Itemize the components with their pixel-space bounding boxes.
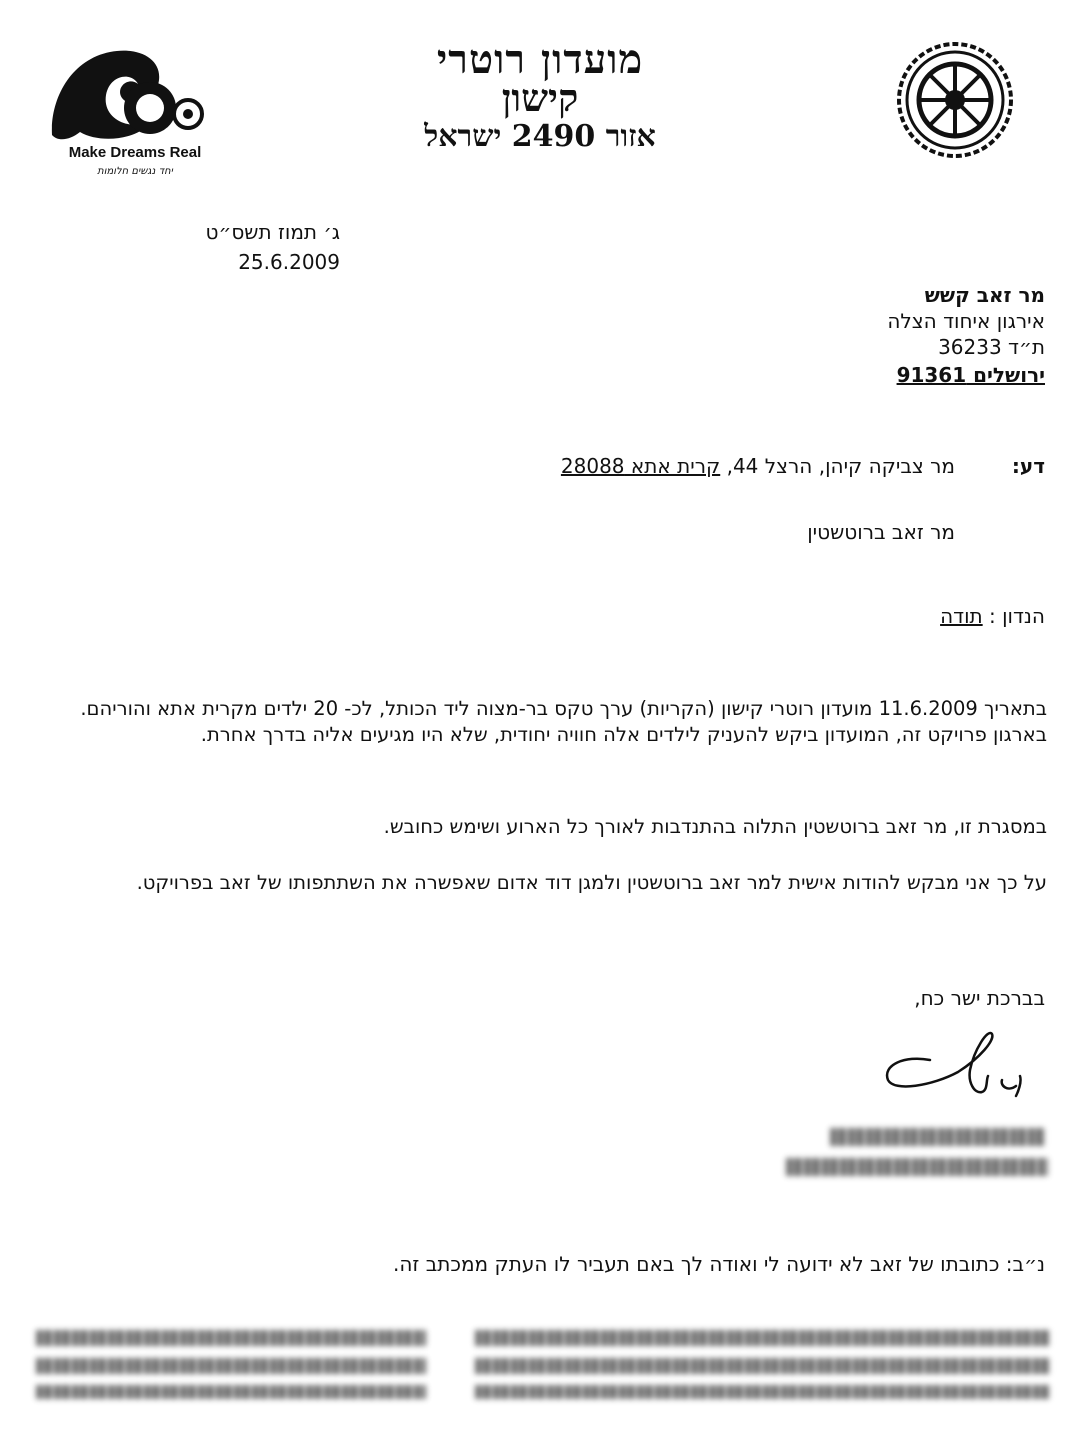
cc-line-1-address: קרית אתא 28088 xyxy=(560,454,721,478)
cc-line-1-prefix: מר צביקה קיהן, הרצל 44, xyxy=(720,454,955,478)
redacted-signer-title xyxy=(786,1158,1048,1176)
cc-line-1 xyxy=(460,454,955,478)
recipient-city-text: ירושלים 91361 xyxy=(896,363,1045,387)
cc-line-2: מר זאב ברוטשטין xyxy=(807,520,955,544)
rotary-wheel-icon xyxy=(895,40,1015,160)
logo-subtagline: יחד נגשים חלומות xyxy=(97,166,173,177)
redacted-footer-right-2 xyxy=(475,1358,1050,1374)
redacted-signer-name xyxy=(830,1128,1045,1146)
body-paragraph-3: על כך אני מבקש להודות אישית למר זאב ברוטשטין ולמגן דוד אדום שאפשרה את השתתפותו של זאב בפרויקט. xyxy=(136,871,1047,894)
signature-icon xyxy=(870,1020,1050,1110)
make-dreams-real-logo xyxy=(40,40,220,180)
redacted-footer-left-1 xyxy=(36,1330,426,1346)
recipient-organization: אירגון איחוד הצלה xyxy=(887,309,1045,333)
gregorian-date: 25.6.2009 xyxy=(238,250,340,274)
postscript: נ״ב: כתובתו של זאב לא ידועה לי ואודה לך באם תעביר לו העתק ממכתב זה. xyxy=(392,1252,1045,1276)
recipient-city xyxy=(700,362,1045,388)
recipient-name: מר זאב קשש xyxy=(924,283,1045,307)
redacted-footer-right-3 xyxy=(475,1385,1050,1399)
recipient-po-box: ת״ד 36233 xyxy=(938,335,1045,359)
redacted-footer-left-2 xyxy=(36,1358,426,1374)
body-paragraph-1: בתאריך 11.6.2009 מועדון רוטרי קישון (הקריות) ערך טקס בר-מצוה ליד הכותל, לכ- 20 ילדים מקרית אתא והוריהם. בארגון פרויקט זה, המועדון ביקש להעניק לילדים אלה חוויה יחודית, שלא היו מגיעים אליה בדרך אחרת. xyxy=(80,697,1047,746)
district: אזור 2490 ישראל xyxy=(424,119,656,154)
closing: בברכת ישר כח, xyxy=(914,986,1045,1010)
subject-line xyxy=(700,604,1045,628)
rotary-emblem xyxy=(895,40,1015,160)
body-paragraph-2: במסגרת זו, מר זאב ברוטשטין התלוה בהתנדבות לאורך כל הארוע ושימש כחובש. xyxy=(383,815,1047,838)
cc-label: דע: xyxy=(1011,454,1045,478)
club-name: מועדון רוטרי xyxy=(436,36,644,83)
redacted-footer-right-1 xyxy=(475,1330,1050,1346)
hebrew-date: ג׳ תמוז תשס״ט xyxy=(205,220,340,244)
subject-label: הנדון : xyxy=(982,604,1045,628)
subject-value: תודה xyxy=(940,604,983,628)
signature xyxy=(870,1020,1050,1110)
club-location: קישון xyxy=(501,75,579,120)
redacted-footer-left-3 xyxy=(36,1385,426,1399)
logo-tagline: Make Dreams Real xyxy=(68,144,202,161)
logo-graphic-icon xyxy=(40,40,220,145)
